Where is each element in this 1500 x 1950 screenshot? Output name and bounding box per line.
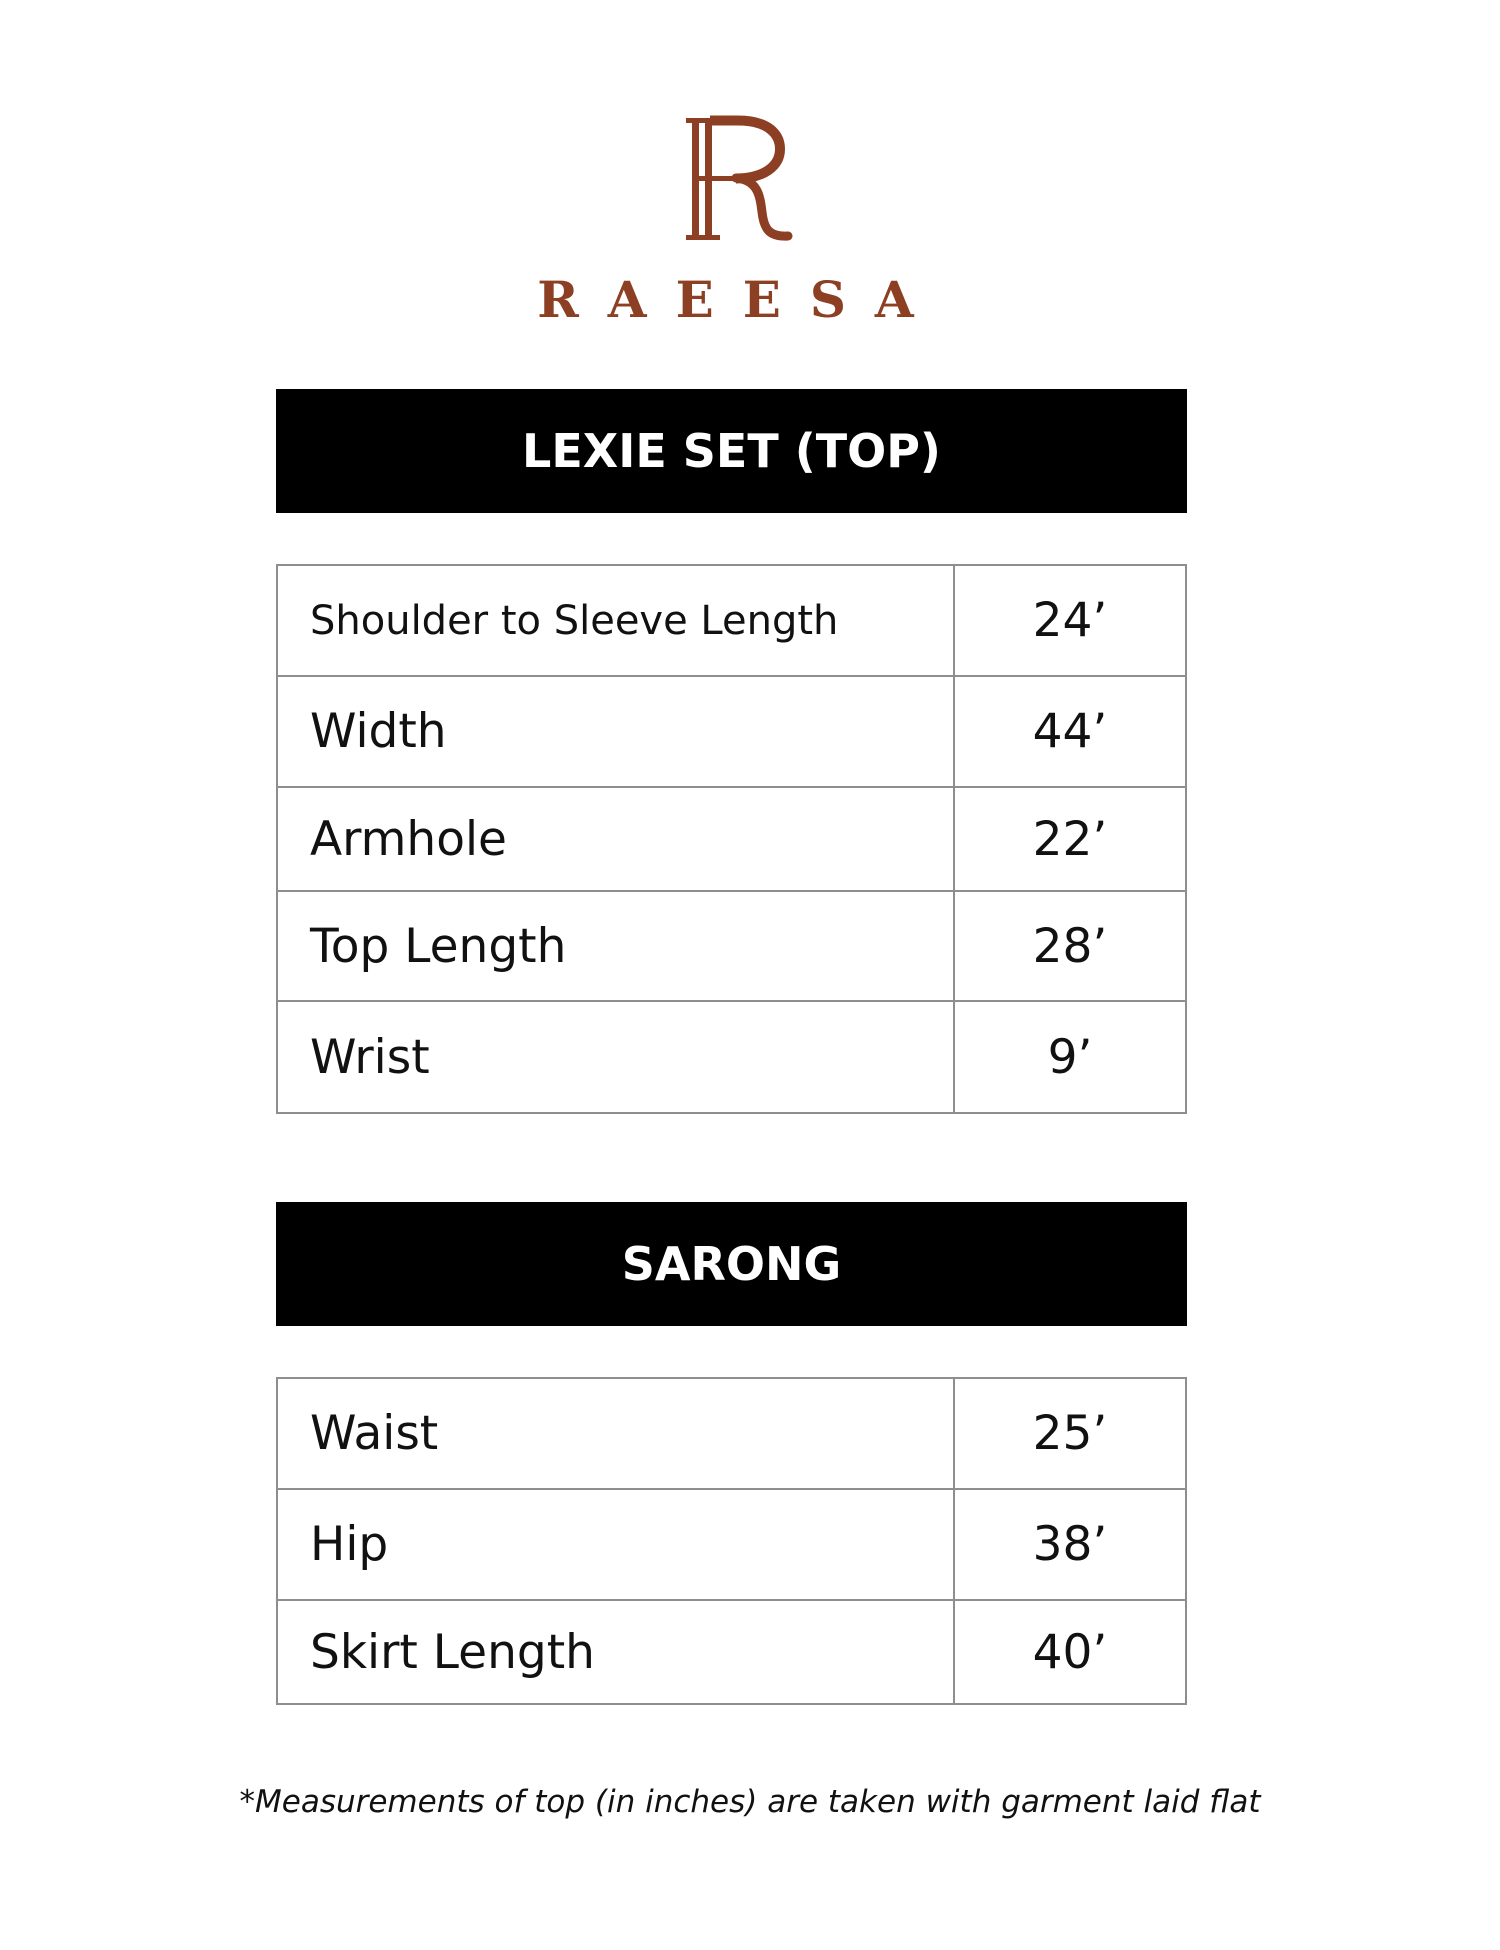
table-row [277,1600,1186,1704]
measurement-label: Shoulder to Sleeve Length [277,565,954,676]
table-row [277,787,1186,891]
measurement-label: Wrist [277,1001,954,1113]
measurement-label: Top Length [277,891,954,1001]
measurement-value: 22’ [954,787,1186,891]
measurement-value: 44’ [954,676,1186,787]
brand-wordmark: RAEESA [537,270,943,329]
measurement-value: 40’ [954,1600,1186,1704]
measurement-value: 25’ [954,1378,1186,1489]
measurement-value: 28’ [954,891,1186,1001]
section-header-top: LEXIE SET (TOP) [276,389,1187,513]
measurement-value: 38’ [954,1489,1186,1600]
brand-monogram-logo [650,110,850,250]
table-row [277,1489,1186,1600]
section-header-sarong: SARONG [276,1202,1187,1326]
sarong-measurements-table [276,1377,1187,1705]
table-row [277,1378,1186,1489]
table-row [277,565,1186,676]
measurement-label: Width [277,676,954,787]
measurement-label: Skirt Length [277,1600,954,1704]
measurement-label: Armhole [277,787,954,891]
table-row [277,891,1186,1001]
table-row [277,676,1186,787]
measurement-label: Waist [277,1378,954,1489]
measurement-footnote: *Measurements of top (in inches) are taken with garment laid flat [239,1784,1261,1820]
top-measurements-table [276,564,1187,1114]
measurement-value: 9’ [954,1001,1186,1113]
table-row [277,1001,1186,1113]
measurement-value: 24’ [954,565,1186,676]
measurement-label: Hip [277,1489,954,1600]
